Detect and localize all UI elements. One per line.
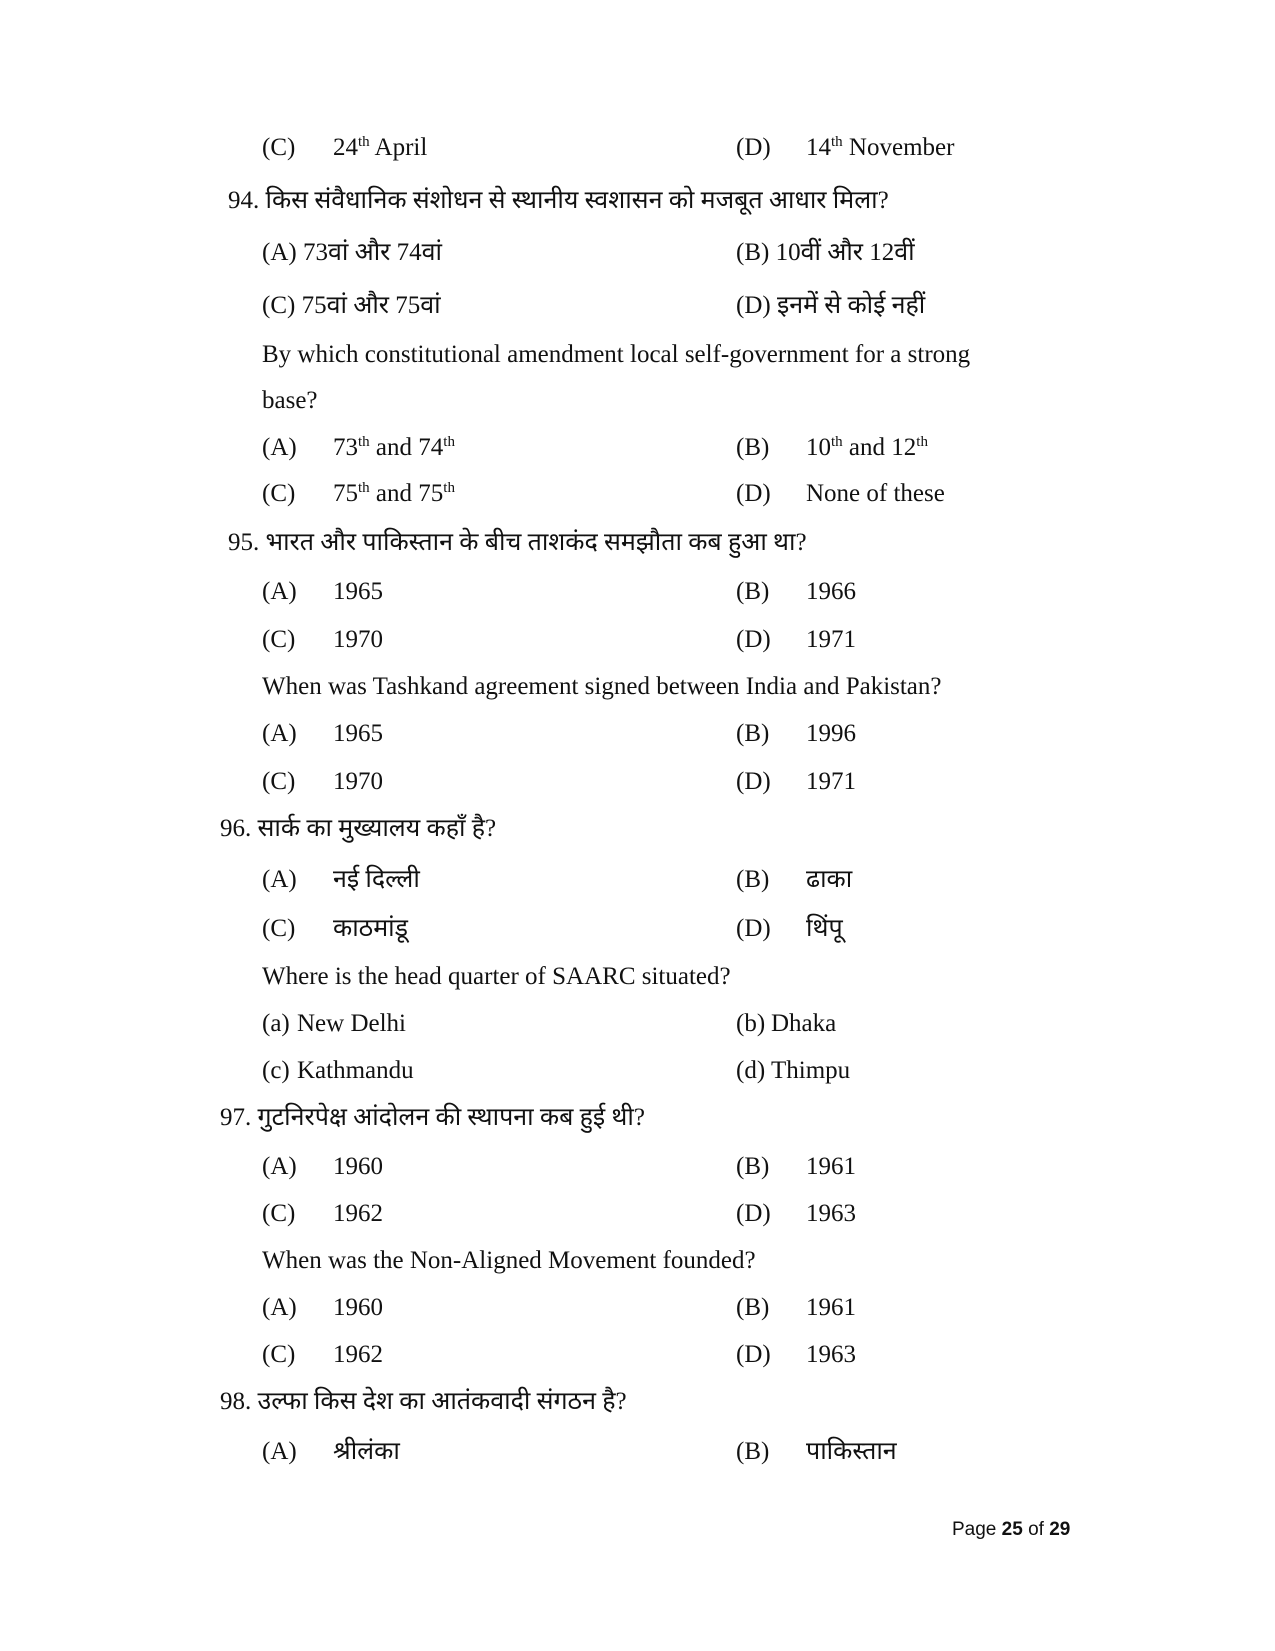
question-97-english: When was the Non-Aligned Movement founded? — [262, 1247, 756, 1274]
q94-hindi-option-a: (A) 73वां और 74वां — [262, 239, 443, 266]
option-label: (B) — [736, 1294, 770, 1321]
option-value: New Delhi — [297, 1010, 406, 1037]
option-label: (A) — [262, 1438, 297, 1465]
option-value: 73th and 74th — [333, 434, 455, 461]
option-label: (A) — [262, 434, 297, 461]
option-label: (D) — [736, 1200, 771, 1227]
question-94-hindi: 94. किस संवैधानिक संशोधन से स्थानीय स्वशासन को मजबूत आधार मिला? — [228, 187, 889, 214]
option-value: 1965 — [333, 578, 383, 605]
q94-hindi-option-d: (D) इनमें से कोई नहीं — [736, 292, 926, 319]
option-label: (D) — [736, 915, 771, 942]
option-label: (D) — [736, 134, 771, 161]
option-value: None of these — [806, 480, 945, 507]
option-value: नई दिल्ली — [333, 866, 420, 893]
option-value: ढाका — [806, 866, 853, 893]
page-number: Page 25 of 29 — [952, 1519, 1071, 1540]
option-label: (C) — [262, 915, 296, 942]
option-label: (B) — [736, 866, 770, 893]
option-value: 1996 — [806, 720, 856, 747]
question-95-english: When was Tashkand agreement signed between India and Pakistan? — [262, 673, 942, 700]
option-value: 1971 — [806, 626, 856, 653]
option-value: 1961 — [806, 1153, 856, 1180]
question-94-english-line1: By which constitutional amendment local self-government for a strong — [262, 341, 971, 368]
option-label: (a) — [262, 1010, 290, 1037]
option-label: (C) — [262, 1200, 296, 1227]
option-label: (C) — [262, 1341, 296, 1368]
option-value: 75th and 75th — [333, 480, 455, 507]
option-value: 1960 — [333, 1294, 383, 1321]
option-label: (B) — [736, 578, 770, 605]
option-value: 1961 — [806, 1294, 856, 1321]
option-label: (d) — [736, 1057, 766, 1084]
option-label: (C) — [262, 134, 296, 161]
option-value: पाकिस्तान — [806, 1438, 897, 1465]
option-label: (D) — [736, 768, 771, 795]
option-label: (A) — [262, 1153, 297, 1180]
question-95-hindi: 95. भारत और पाकिस्तान के बीच ताशकंद समझौता कब हुआ था? — [228, 529, 807, 556]
question-97-hindi: 97. गुटनिरपेक्ष आंदोलन की स्थापना कब हुई थी? — [220, 1104, 645, 1131]
question-94-english-line2: base? — [262, 387, 318, 414]
option-value: 24th April — [333, 134, 428, 161]
option-value: 1962 — [333, 1341, 383, 1368]
option-label: (D) — [736, 626, 771, 653]
option-value: 1971 — [806, 768, 856, 795]
option-label: (B) — [736, 720, 770, 747]
option-value: 1966 — [806, 578, 856, 605]
option-label: (A) — [262, 578, 297, 605]
option-value: 1963 — [806, 1200, 856, 1227]
question-98-hindi: 98. उल्फा किस देश का आतंकवादी संगठन है? — [220, 1388, 627, 1415]
option-label: (B) — [736, 1438, 770, 1465]
option-value: थिंपू — [806, 915, 843, 942]
option-value: Kathmandu — [297, 1057, 414, 1084]
option-label: (B) — [736, 434, 770, 461]
option-value: Thimpu — [771, 1057, 851, 1084]
option-value: 1963 — [806, 1341, 856, 1368]
option-label: (D) — [736, 480, 771, 507]
question-96-hindi: 96. सार्क का मुख्यालय कहाँ है? — [220, 815, 497, 842]
option-label: (A) — [262, 1294, 297, 1321]
option-label: (B) — [736, 1153, 770, 1180]
option-value: 1960 — [333, 1153, 383, 1180]
option-value: Dhaka — [771, 1010, 837, 1037]
option-value: 1962 — [333, 1200, 383, 1227]
option-value: 14th November — [806, 134, 955, 161]
option-value: 10th and 12th — [806, 434, 928, 461]
option-value: 1970 — [333, 626, 383, 653]
question-96-english: Where is the head quarter of SAARC situated? — [262, 963, 731, 990]
q94-hindi-option-c: (C) 75वां और 75वां — [262, 292, 441, 319]
option-label: (C) — [262, 480, 296, 507]
option-value: 1970 — [333, 768, 383, 795]
option-label: (C) — [262, 768, 296, 795]
option-label: (A) — [262, 720, 297, 747]
option-value: श्रीलंका — [333, 1438, 400, 1465]
option-label: (C) — [262, 626, 296, 653]
q94-hindi-option-b: (B) 10वीं और 12वीं — [736, 239, 915, 266]
option-value: 1965 — [333, 720, 383, 747]
option-label: (b) — [736, 1010, 766, 1037]
option-label: (c) — [262, 1057, 290, 1084]
option-label: (A) — [262, 866, 297, 893]
option-value: काठमांडू — [333, 915, 409, 942]
option-label: (D) — [736, 1341, 771, 1368]
